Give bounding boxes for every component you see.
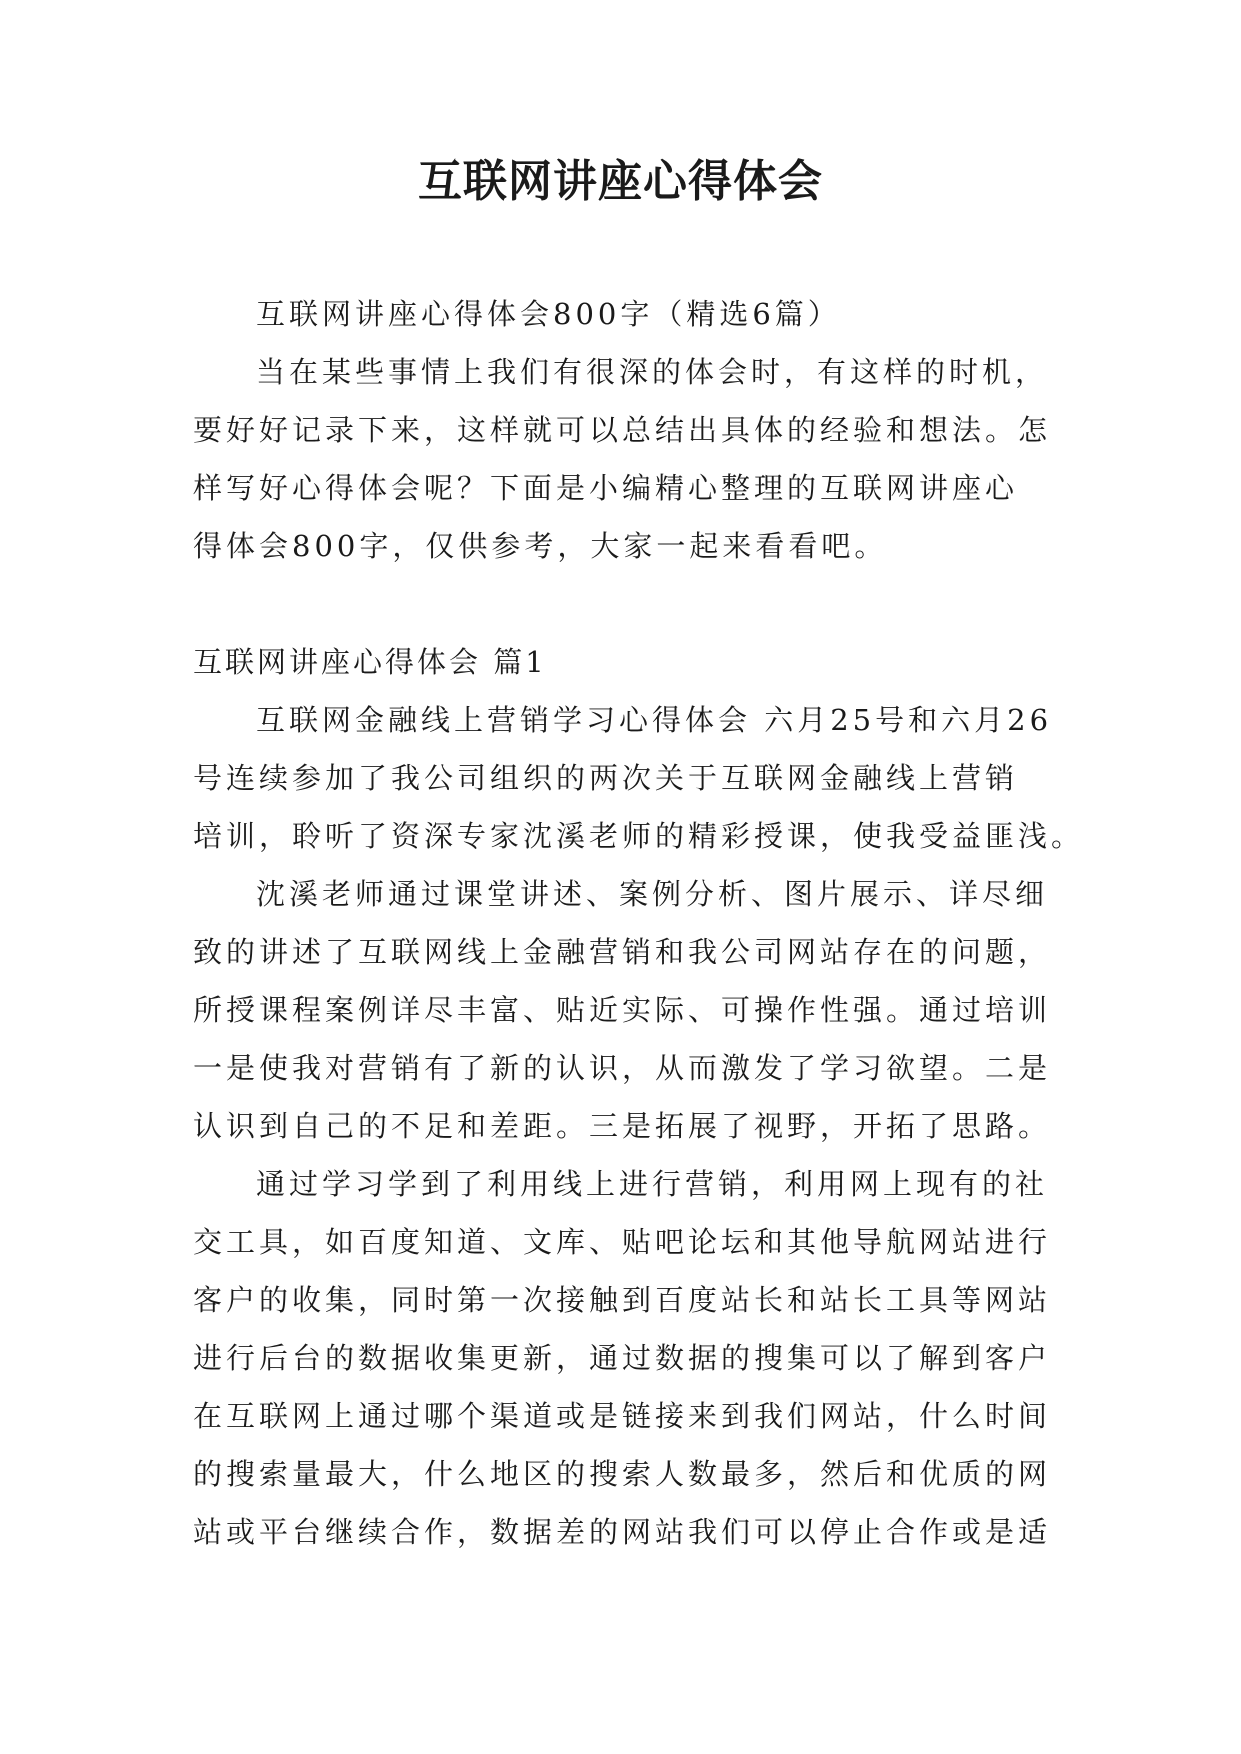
section1-paragraph-1 xyxy=(193,691,1085,865)
paragraph-line: 沈溪老师通过课堂讲述、案例分析、图片展示、详尽细 xyxy=(256,877,1049,911)
document-title: 互联网讲座心得体会 xyxy=(418,156,823,207)
section-spacer xyxy=(193,575,1055,633)
paragraph-line: 通过学习学到了利用线上进行营销，利用网上现有的社 xyxy=(256,1167,1049,1201)
paragraph-line: 培训，聆听了资深专家沈溪老师的精彩授课，使我受益匪浅。 xyxy=(193,819,1085,853)
paragraph-line: 样写好心得体会呢？下面是小编精心整理的互联网讲座心 xyxy=(193,471,1019,505)
document-body xyxy=(193,285,1085,1561)
paragraph-line: 的搜索量最大，什么地区的搜索人数最多，然后和优质的网 xyxy=(193,1457,1052,1491)
paragraph-line: 认识到自己的不足和差距。三是拓展了视野，开拓了思路。 xyxy=(193,1109,1052,1143)
paragraph-line: 所授课程案例详尽丰富、贴近实际、可操作性强。通过培训 xyxy=(193,993,1052,1027)
intro-paragraph xyxy=(193,343,1055,575)
paragraph-line: 站或平台继续合作，数据差的网站我们可以停止合作或是适 xyxy=(193,1515,1052,1549)
intro-subtitle: 互联网讲座心得体会800字（精选6篇） xyxy=(256,297,841,331)
section-heading: 互联网讲座心得体会 篇1 xyxy=(193,645,547,679)
paragraph-line: 要好好记录下来，这样就可以总结出具体的经验和想法。怎 xyxy=(193,413,1052,447)
paragraph-line: 在互联网上通过哪个渠道或是链接来到我们网站，什么时间 xyxy=(193,1399,1052,1433)
paragraph-line: 一是使我对营销有了新的认识，从而激发了学习欲望。二是 xyxy=(193,1051,1052,1085)
paragraph-line: 互联网金融线上营销学习心得体会 六月25号和六月26 xyxy=(256,703,1053,737)
section1-paragraph-2 xyxy=(193,865,1055,1155)
paragraph-line: 号连续参加了我公司组织的两次关于互联网金融线上营销 xyxy=(193,761,1019,795)
section1-paragraph-3 xyxy=(193,1155,1055,1561)
paragraph-line: 交工具，如百度知道、文库、贴吧论坛和其他导航网站进行 xyxy=(193,1225,1052,1259)
paragraph-line: 致的讲述了互联网线上金融营销和我公司网站存在的问题， xyxy=(193,935,1052,969)
paragraph-line: 进行后台的数据收集更新，通过数据的搜集可以了解到客户 xyxy=(193,1341,1052,1375)
paragraph-line: 得体会800字，仅供参考，大家一起来看看吧。 xyxy=(193,529,888,563)
paragraph-line: 客户的收集，同时第一次接触到百度站长和站长工具等网站 xyxy=(193,1283,1052,1317)
paragraph-line: 当在某些事情上我们有很深的体会时，有这样的时机， xyxy=(256,355,1049,389)
